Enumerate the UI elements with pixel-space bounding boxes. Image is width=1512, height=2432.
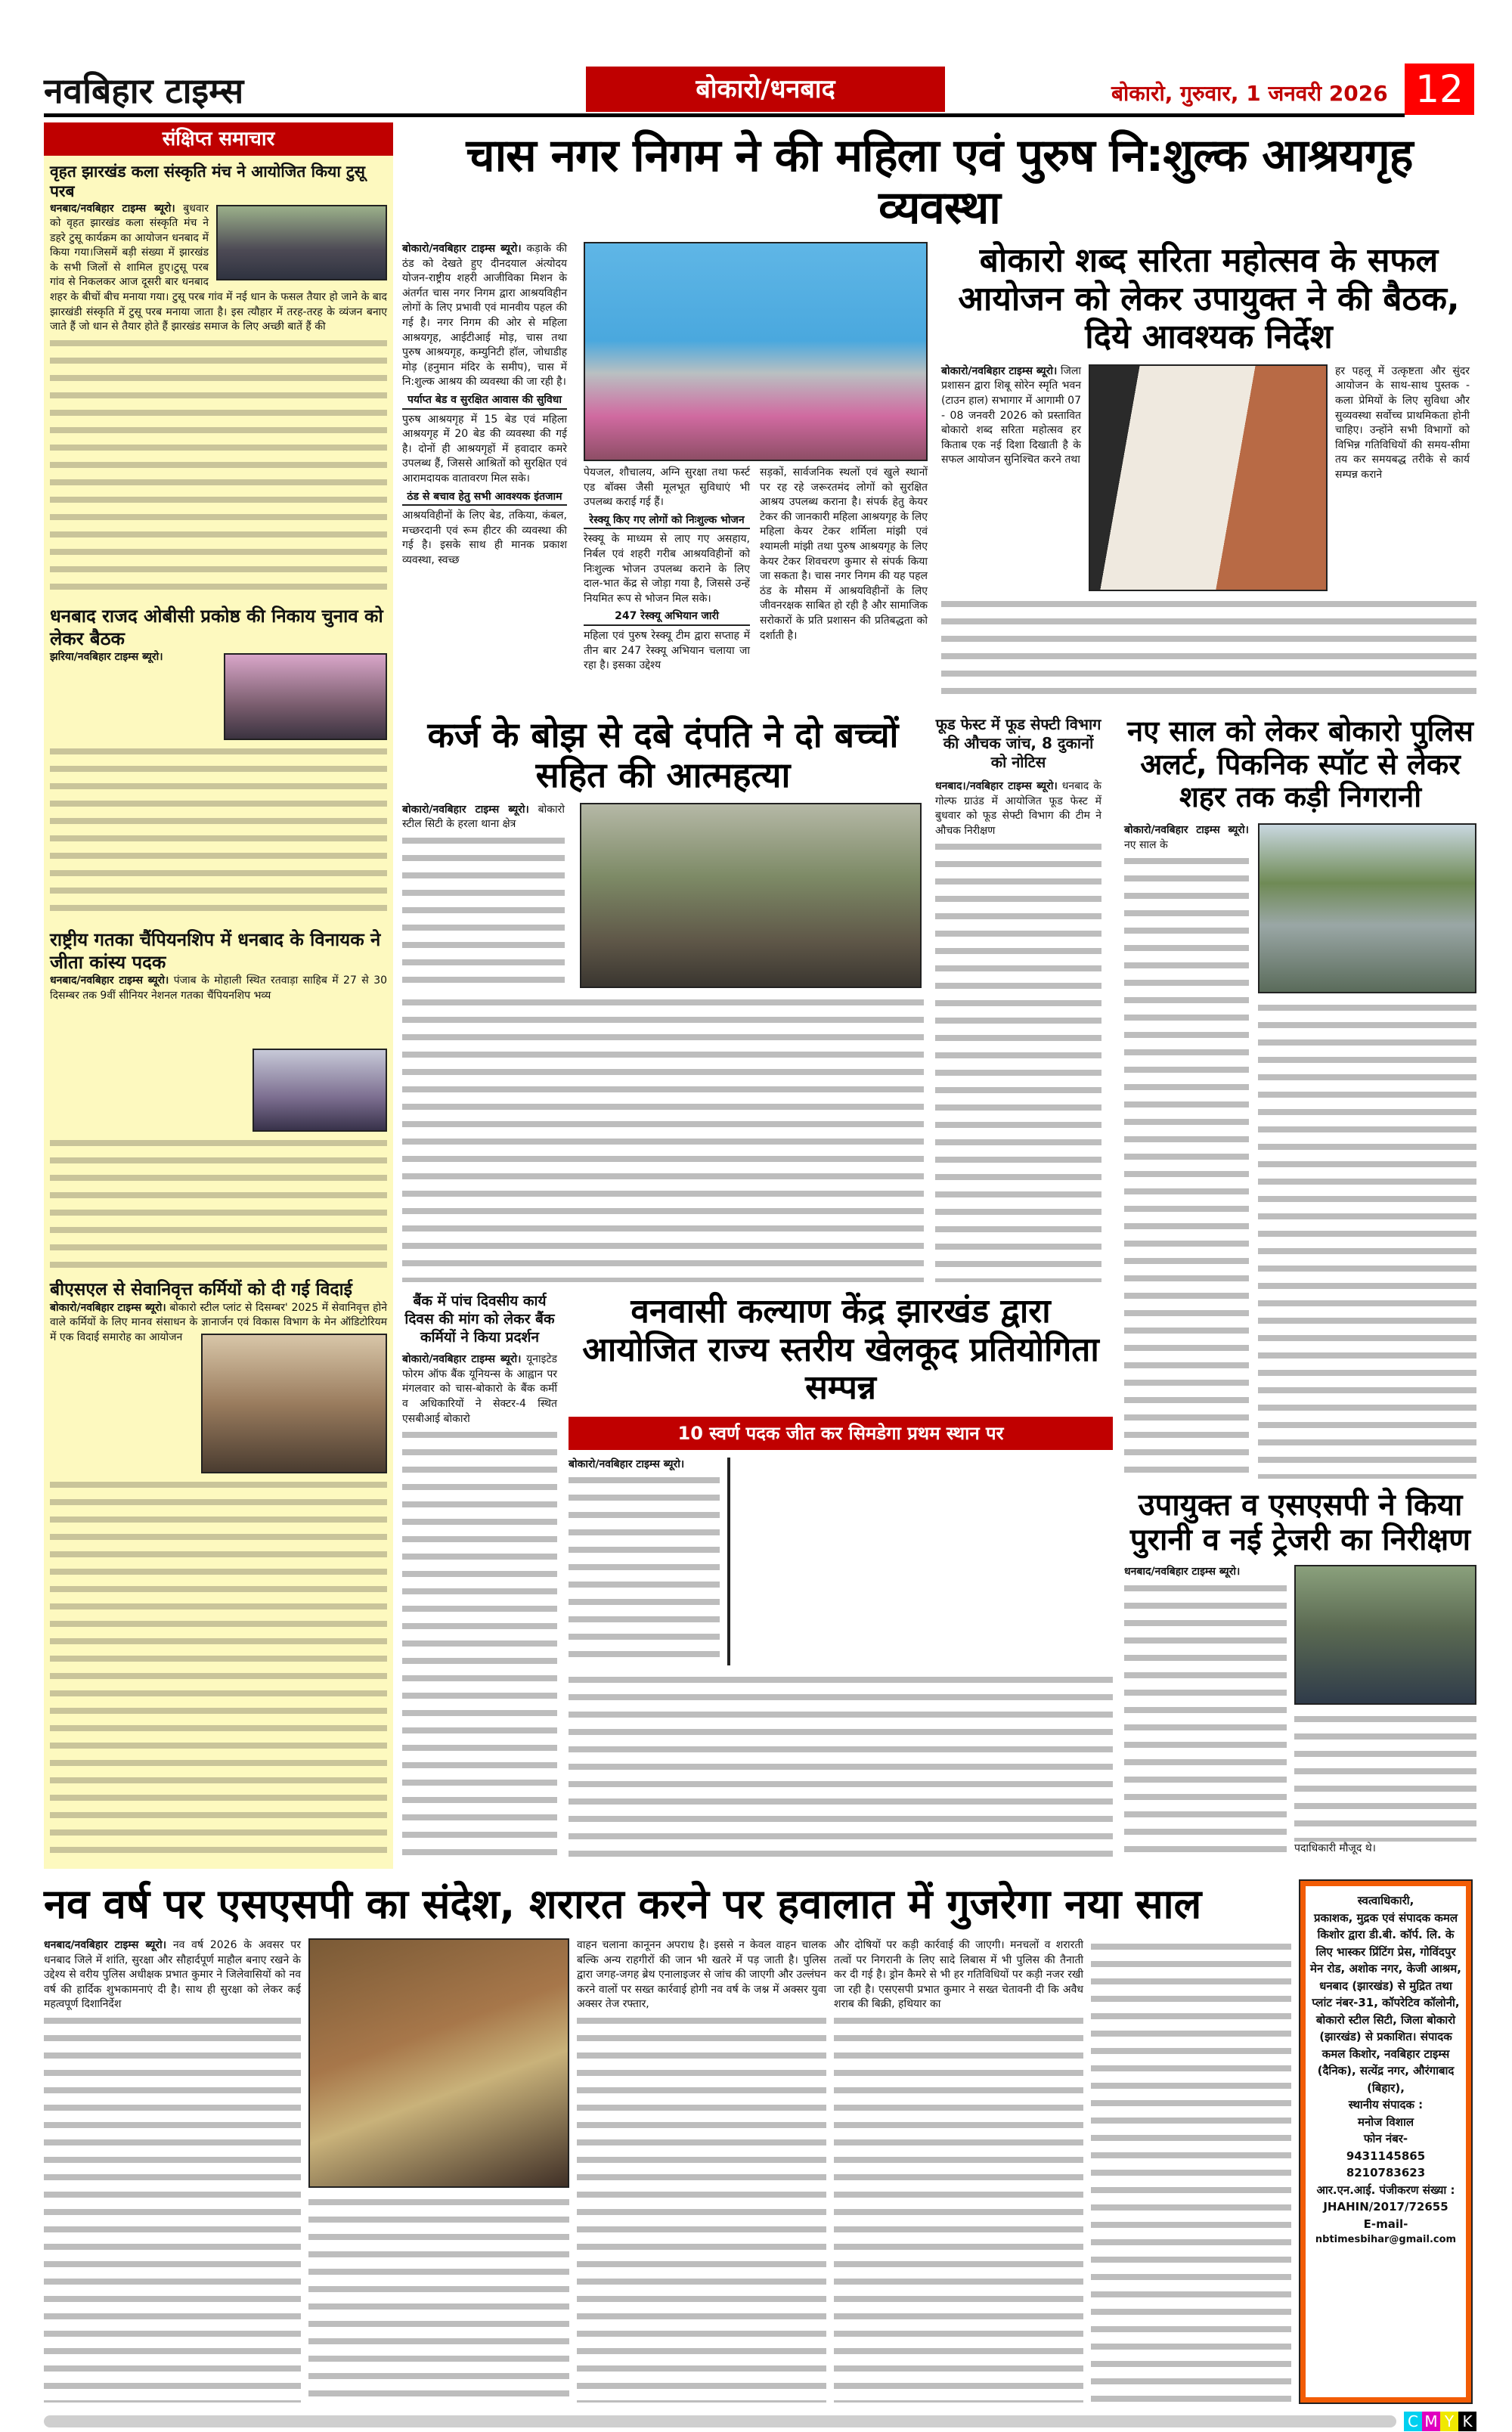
text-filler — [935, 838, 1101, 1282]
treasury-col-text — [1124, 1565, 1287, 1580]
cmyk-k: K — [1458, 2412, 1476, 2431]
brief-headline: धनबाद राजद ओबीसी प्रकोष्ठ की निकाय चुनाव को लेकर बैठक — [50, 606, 383, 649]
treasury-story — [1124, 1488, 1476, 1857]
main-area — [402, 122, 1476, 1869]
sports-headline: वनवासी कल्याण केंद्र झारखंड द्वारा आयोजित राज्य स्तरीय खेलकूद प्रतियोगिता सम्पन्न — [582, 1292, 1099, 1408]
paragraph: आश्रयविहीनों के लिए बेड, तकिया, कंबल, मच्छरदानी एवं रूम हीटर की व्यवस्था की गई है। इसके साथ ही मानक प्रकाश व्यवस्था, स्वच्छ — [402, 510, 567, 566]
sports-col-1-text — [569, 1458, 720, 1473]
text-filler — [50, 743, 387, 918]
police-story — [1124, 715, 1476, 1479]
sports-story — [569, 1293, 1113, 1857]
brief-headline: बीएसएल से सेवानिवृत्त कर्मियों को दी गई विदाई — [50, 1280, 352, 1300]
imprint-box — [1300, 1881, 1471, 2403]
lead-right — [584, 242, 928, 705]
dateline: धनबाद/नवबिहार टाइम्स ब्यूरो। — [44, 1939, 166, 1952]
header-rule — [44, 113, 1405, 117]
police-col-1-text — [1124, 823, 1249, 853]
text-filler — [569, 1671, 1113, 1857]
photo-picnic-spot — [1258, 823, 1476, 993]
lead-story — [402, 242, 928, 705]
page-number: 12 — [1405, 64, 1474, 115]
text-filler — [50, 1476, 387, 1864]
paragraph: वाहन चलाना कानूनन अपराध है। इससे न केवल वाहन चालक बल्कि अन्य राहगीरों की जान भी खतरे में पड़ जाती है। पुलिस द्वारा जगह-जगह ब्रेथ एनालाइजर से जांच की जाएगी और उल्लंघन करने वालों पर सख्त कार्रवाई होगी नव वर्ष के जश्न में अक्सर युवा अक्सर तेज रफ्तार, — [577, 1939, 826, 2011]
text-filler — [1124, 1580, 1287, 1857]
suicide-food-row — [402, 715, 1113, 1282]
treasury-headline: उपायुक्त व एसएसपी ने किया पुरानी व नई ट्रेजरी का निरीक्षण — [1129, 1488, 1471, 1557]
sarita-col-1 — [941, 364, 1081, 591]
ssp-col-1 — [44, 1938, 301, 2403]
treasury-col — [1124, 1565, 1287, 1857]
dateline: बोकारो/नवबिहार टाइम्स ब्यूरो। — [402, 243, 522, 255]
brief-rjd — [44, 599, 393, 922]
dateline: बोकारो/नवबिहार टाइम्स ब्यूरो। — [1124, 824, 1249, 837]
text-filler — [308, 2194, 569, 2403]
photo-treasury-inspection — [1294, 1565, 1476, 1705]
top-stories-row — [402, 242, 1476, 705]
text-filler — [50, 335, 387, 594]
dateline: धनबाद/नवबिहार टाइम्स ब्यूरो। — [1124, 1566, 1241, 1578]
paragraph: महिला एवं पुरुष रेस्क्यू टीम द्वारा सप्ताह में तीन बार 247 रेस्क्यू अभियान चलाया जा रहा है। इसका उद्देश्य — [584, 629, 750, 672]
suicide-story — [402, 715, 924, 1282]
cmyk-y: Y — [1440, 2412, 1458, 2431]
imprint-phone: 8210783623 — [1346, 2166, 1426, 2180]
bank-col — [402, 1352, 557, 1427]
dateline: धनबाद/नवबिहार टाइम्स ब्यूरो। — [50, 974, 169, 987]
suicide-col-1 — [402, 803, 565, 988]
brief-gatka — [44, 922, 393, 1273]
ssp-col-2 — [577, 1938, 826, 2403]
imprint-line: स्वत्वाधिकारी, — [1357, 1894, 1414, 1907]
brief-body — [50, 202, 387, 335]
issue-date: बोकारो, गुरुवार, 1 जनवरी 2026 — [1111, 81, 1388, 106]
lower-section — [44, 1881, 1476, 2403]
sports-row — [569, 1458, 1113, 1665]
brief-text: बुधवार को वृहत झारखंड कला संस्कृति मंच ने डहरे टुसू कार्यक्रम का आयोजन धनबाद में किया गया।जिसमें बड़ी संख्या में झारखंड के सभी जिलों से शामिल हुए।टुसू परब गांव से निकलकर आज दूसरी बार धनबाद शहर के बीचों बीच मनाया गया। टुसू परब गांव में नई धान के फसल तैयार हो जाने के बाद झारखंडी संस्कृति में टुसू परब मनाया जाता है। इस त्यौहार में तरह-तरह के व्यंजन बनाए जाते हैं जो धान से तैयार होते हैं झारखंड समाज के लिए अच्छी बातें हैं की — [50, 202, 387, 333]
cmyk-m: M — [1422, 2412, 1440, 2431]
police-col-1 — [1124, 823, 1249, 1479]
paragraph: यूनाइटेड फोरम ऑफ बैंक यूनियन्स के आह्वान पर मंगलवार को चास-बोकारो के बैंक कर्मी व अधिकारियों ने सेक्टर-4 स्थित एसबीआई बोकारो — [402, 1353, 558, 1425]
paragraph: रेस्क्यू के माध्यम से लाए गए असहाय, निर्बल एवं शहरी गरीब आश्रयविहीनों को निःशुल्क भोजन उपलब्ध कराने के लिए दाल-भात केंद्र से जोड़ा गया है, जिससे उन्हें नियमित रूप से भोजन मिल सके। — [584, 533, 750, 605]
imprint-line: प्रकाशक, मुद्रक एवं संपादक कमल किशोर द्वारा डी.बी. कॉर्प. लि. के लिए भास्कर प्रिंटिंग प्रेस, गोविंदपुर मेन रोड, अशोक नगर, केजी आश्रम, धनबाद (झारखंड) से मुद्रित तथा प्लांट नंबर-31, कॉपरेटिव कॉलोनी, बोकारो स्टील सिटी, जिला बोकारो (झारखंड) से प्रकाशित। संपादक कमल किशोर, नवबिहार टाइम्स (दैनिक), सत्येंद्र नगर, औरंगाबाद (बिहार), — [1310, 1910, 1461, 2095]
masthead: नवबिहार टाइम्स — [44, 70, 244, 111]
text-filler — [1091, 1938, 1291, 2403]
brief-headline: वृहत झारखंड कला संस्कृति मंच ने आयोजित किया टुसू परब — [50, 163, 365, 201]
suicide-headline: कर्ज के बोझ से दबे दंपति ने दो बच्चों सहित की आत्महत्या — [427, 714, 899, 795]
cmyk-c: C — [1404, 2412, 1422, 2431]
sarita-col-3: हर पहलू में उत्कृष्टता और सुंदर आयोजन के साथ-साथ पुस्तक - कला प्रेमियों के लिए सुविधा और सुव्यवस्था सर्वोच्च प्राथमिकता होनी चाहिए। उन्होंने सभी विभागों को विभिन्न गतिविधियों की समय-सीमा तय कर समयबद्ध तरीके से कार्य सम्पन्न कराने — [1335, 364, 1470, 481]
imprint-line: E-mail- — [1363, 2217, 1408, 2231]
lead-col-1-text — [402, 242, 567, 568]
cmyk-marks — [1404, 2412, 1476, 2431]
paragraph: पुरुष आश्रयगृह में 15 बेड एवं महिला आश्रयगृह में 20 बेड की व्यवस्था की गई है। दोनों ही आश्रयगृहों में हवादार कमरे उपलब्ध हैं, जिससे आश्रितों को सुरक्षित एवं आरामदायक वातावरण मिल सके। — [402, 413, 567, 485]
text-filler — [402, 994, 924, 1282]
paragraph: बोकारो स्टील सिटी के हरला थाना क्षेत्र — [402, 803, 565, 831]
middle-left — [402, 715, 1113, 1857]
police-headline: नए साल को लेकर बोकारो पुलिस अलर्ट, पिकनिक स्पॉट से लेकर शहर तक कड़ी निगरानी — [1127, 714, 1473, 814]
top-region — [402, 130, 1476, 705]
police-row — [1124, 823, 1476, 1479]
bank-sports-row — [402, 1293, 1113, 1857]
treasury-col-2 — [1294, 1565, 1476, 1857]
middle-right — [1124, 715, 1476, 1857]
ssp-headline: नव वर्ष पर एसएसपी का संदेश, शरारत करने पर हवालात में गुजरेगा नया साल — [44, 1880, 1202, 1928]
footer — [44, 2412, 1476, 2431]
sports-col-1 — [569, 1458, 720, 1665]
lead-col-1 — [402, 242, 567, 705]
treasury-tail: पदाधिकारी मौजूद थे। — [1294, 1842, 1376, 1855]
imprint-line: फोन नंबर- — [1363, 2132, 1408, 2145]
imprint-line: स्थानीय संपादक : — [1348, 2098, 1424, 2111]
dateline: बोकारो/नवबिहार टाइम्स ब्यूरो। — [402, 1353, 522, 1366]
lead-col-2 — [584, 466, 750, 674]
subheading: पर्याप्त बेड व सुरक्षित आवास की सुविधा — [402, 393, 567, 410]
lead-col-3: सड़कों, सार्वजनिक स्थलों एवं खुले स्थानों पर रह रहे जरूरतमंद लोगों को सुरक्षित आश्रय उपलब्ध कराना है। संपर्क हेतु केयर टेकर की जानकारी महिला आश्रयगृह के लिए महिला केयर टेकर शर्मिला मांझी एवं श्यामली मांझी तथा पुरुष आश्रयगृह के लिए केयर टेकर शिवचरण कुमार से संपर्क किया जा सकता है। चास नगर निगम की यह पहल ठंड के मौसम में आश्रयविहीनों के लिए जीवनरक्षक साबित हो रही है और सामाजिक सरोकारों के प्रति प्रशासन की प्रतिबद्धता को दर्शाती है। — [760, 466, 928, 642]
ssp-col-3 — [834, 1938, 1083, 2403]
ssp-row — [44, 1938, 1291, 2403]
brief-body — [50, 1301, 387, 1476]
photo-deputy-commissioner — [1089, 364, 1328, 591]
suicide-row — [402, 803, 924, 988]
police-col-2 — [1258, 823, 1476, 1479]
photo-ssp — [308, 1938, 569, 2188]
treasury-row — [1124, 1565, 1476, 1857]
dateline: धनबाद।/नवबिहार टाइम्स ब्यूरो। — [935, 780, 1058, 792]
photo-bsl-farewell — [201, 1334, 387, 1473]
dateline: बोकारो/नवबिहार टाइम्स ब्यूरो। — [50, 1301, 166, 1314]
photo-rjd-meeting — [224, 653, 387, 740]
sarita-row — [941, 364, 1476, 591]
briefs-title: संक्षिप्त समाचार — [44, 122, 393, 156]
text-filler — [1258, 999, 1476, 1479]
text-filler — [44, 2012, 301, 2403]
brief-headline: राष्ट्रीय गतका चैंपियनशिप में धनबाद के विनायक ने जीता कांस्य पदक — [50, 929, 381, 973]
food-headline: फूड फेस्ट में फूड सेफ्टी विभाग की औचक जांच, 8 दुकानों को नोटिस — [935, 715, 1101, 771]
imprint-line: आर.एन.आई. पंजीकरण संख्या : — [1316, 2183, 1455, 2197]
lead-headline: चास नगर निगम ने की महिला एवं पुरुष नि:शुल्क आश्रयगृह व्यवस्था — [466, 129, 1413, 234]
text-filler — [569, 1472, 720, 1665]
photo-shelter-beds — [584, 242, 928, 461]
sarita-story — [941, 242, 1476, 705]
text-filler — [1294, 1711, 1476, 1842]
text-filler — [577, 2012, 826, 2403]
text-filler — [834, 2012, 1083, 2403]
sarita-headline: बोकारो शब्द सरिता महोत्सव के सफल आयोजन को लेकर उपायुक्त ने की बैठक, दिये आवश्यक निर्देश — [958, 241, 1460, 357]
photo-tusu-group — [216, 205, 387, 280]
section-label: बोकारो/धनबाद — [586, 67, 945, 112]
imprint-rni: JHAHIN/2017/72655 — [1323, 2200, 1448, 2214]
food-col — [935, 779, 1101, 838]
text-filler — [50, 1135, 387, 1269]
ssp-photo-col — [308, 1938, 569, 2403]
paragraph: नए साल के — [1124, 838, 1168, 851]
paragraph: जिला प्रशासन द्वारा शिबू सोरेन स्मृति भवन (टाउन हाल) सभागार में आगामी 07 - 08 जनवरी 2026 को प्रस्तावित बोकारो शब्द सरिता महोत्सव हर किताब एक नई दिशा दिखाती है के सफल आयोजन सुनिश्चित करने तथा — [941, 364, 1081, 466]
ssp-col-4 — [1091, 1938, 1291, 2403]
brief-text: पंजाब के मोहाली स्थित रतवाड़ा साहिब में 27 से 30 दिसम्बर तक 9वीं सीनियर नेशनल गतका चैंपियनशिप भव्य — [50, 974, 388, 1002]
brief-tusu — [44, 156, 393, 599]
dateline: झरिया/नवबिहार टाइम्स ब्यूरो। — [50, 651, 163, 663]
dateline: बोकारो/नवबिहार टाइम्स ब्यूरो। — [402, 803, 529, 816]
text-filler — [1124, 853, 1249, 1479]
lead-intro: कड़ाके की ठंड को देखते हुए दीनदयाल अंत्योदय योजन-राष्ट्रीय शहरी आजीविका मिशन के अंतर्गत चास नगर निगम द्वारा आश्रयविहीन लोगों के लिए प्रभावी एवं मानवीय पहल की गई है। नगर निगम की ओर से महिला आश्रयगृह, आईटीआई मोड़, चास तथा पुरुष आश्रयगृह, कम्युनिटी हॉल, जोधाडीह मोड़ (हनुमान मंदिर के समीप), चास में नि:शुल्क आश्रय की व्यवस्था की जा रही है। — [402, 243, 567, 389]
photo-sports-event — [727, 1458, 730, 1665]
text-filler — [941, 596, 1476, 705]
dateline: धनबाद/नवबिहार टाइम्स ब्यूरो। — [50, 202, 175, 215]
brief-text: बोकारो स्टील प्लांट से दिसम्बर' 2025 में सेवानिवृत्त होने वाले कर्मियों के लिए मानव संसाधन के ज्ञानार्जन एवं विकास विभाग के मेन ऑडिटोरियम में एक विदाई समारोह का आयोजन — [50, 1301, 387, 1343]
dateline: बोकारो/नवबिहार टाइम्स ब्यूरो। — [941, 364, 1058, 377]
upper-section — [44, 122, 1476, 1869]
brief-body — [50, 650, 387, 743]
briefs-column — [44, 122, 393, 1869]
lead-lower-cols — [584, 466, 928, 674]
page-body — [44, 122, 1476, 2431]
food-story — [935, 715, 1101, 1282]
text-filler — [402, 1427, 557, 1857]
subheading: ठंड से बचाव हेतु सभी आवश्यक इंतजाम — [402, 490, 567, 507]
paragraph: पेयजल, शौचालय, अग्नि सुरक्षा तथा फर्स्ट एड बॉक्स जैसी मूलभूत सुविधाएं भी उपलब्ध कराई गई हैं। — [584, 466, 750, 509]
dateline: बोकारो/नवबिहार टाइम्स ब्यूरो। — [569, 1458, 685, 1470]
photo-gatka-winner — [253, 1049, 387, 1132]
registration-bar — [44, 2415, 1396, 2427]
paragraph: धनबाद के गोल्फ ग्राउंड में आयोजित फूड फेस्ट में बुधवार को फूड सेफ्टी विभाग की टीम ने औचक निरीक्षण — [935, 780, 1101, 837]
imprint-line: मनोज विशाल — [1357, 2114, 1414, 2129]
ssp-story — [44, 1881, 1291, 2403]
sports-highlight-band: 10 स्वर्ण पदक जीत कर सिमडेगा प्रथम स्थान पर — [569, 1417, 1113, 1450]
paragraph: और दोषियों पर कड़ी कार्रवाई की जाएगी। मनचलों व शरारती तत्वों पर निगरानी के लिए सादे लिबास में भी पुलिस की तैनाती कर दी गई है। ड्रोन कैमरे से भी हर गतिविधियों पर कड़ी नजर रखी जा रही है। एसएसपी प्रभात कुमार ने सख्त चेतावनी दी कि अवैध शराब की बिक्री, हथियार का — [834, 1939, 1083, 2011]
brief-body — [50, 974, 387, 1135]
imprint-email: nbtimesbihar@gmail.com — [1315, 2234, 1457, 2245]
photo-crowd-scene — [580, 803, 922, 988]
paragraph: नव वर्ष 2026 के अवसर पर धनबाद जिले में शांति, सुरक्षा और सौहार्दपूर्ण माहौल बनाए रखने के उद्देश्य से वरीय पुलिस अधीक्षक प्रभात कुमार ने जिलेवासियों को नव वर्ष की हार्दिक शुभकामनाएं दी है। साथ ही सुरक्षा को लेकर कई महत्वपूर्ण दिशानिर्देश — [44, 1939, 301, 2011]
ssp-col-1-text — [44, 1938, 301, 2012]
imprint-phone: 9431145865 — [1346, 2149, 1426, 2163]
subheading: रेस्क्यू किए गए लोगों को निःशुल्क भोजन — [584, 513, 750, 530]
text-filler — [402, 832, 565, 988]
middle-region — [402, 715, 1476, 1857]
subheading: 247 रेस्क्यू अभियान जारी — [584, 609, 750, 626]
brief-bsl — [44, 1273, 393, 1869]
bank-headline: बैंक में पांच दिवसीय कार्य दिवस की मांग को लेकर बैंक कर्मियों ने किया प्रदर्शन — [404, 1293, 555, 1346]
suicide-col-1-text — [402, 803, 565, 832]
bank-story — [402, 1293, 557, 1857]
